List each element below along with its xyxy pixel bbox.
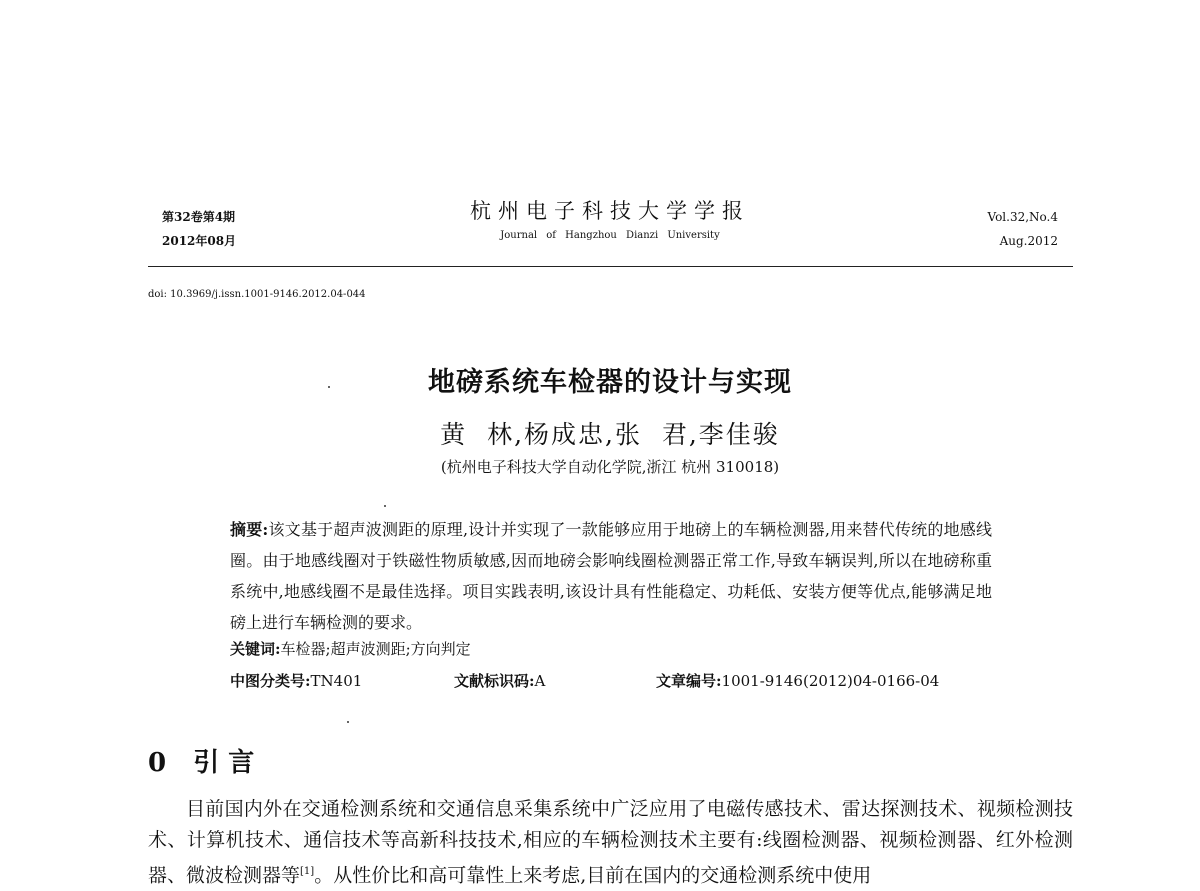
abstract-label: 摘要: <box>230 520 269 539</box>
header-right <box>988 205 1059 253</box>
authors: 黄 林,杨成忠,张 君,李佳骏 <box>440 420 780 449</box>
body-text-part-2: 。从性价比和高可靠性上来考虑,目前在国内的交通检测系统中使用 <box>314 864 872 887</box>
date-en: Aug.2012 <box>999 234 1058 248</box>
article-number-value: 1001-9146(2012)04-0166-04 <box>721 672 940 690</box>
clc-number <box>230 670 362 691</box>
journal-title-en: Journal of Hangzhou Dianzi University <box>500 230 720 241</box>
abstract-text: 该文基于超声波测距的原理,设计并实现了一款能够应用于地磅上的车辆检测器,用来替代传统的地感线圈。由于地感线圈对于铁磁性物质敏感,因而地磅会影响线圈检测器正常工作,导致车辆误判,所以在地磅称重系统中,地感线圈不是最佳选择。项目实践表明,该设计具有性能稳定、功耗低、安装方便等优点,能够满足地磅上进行车辆检测的要求。 <box>230 520 992 632</box>
section-heading <box>148 742 254 779</box>
volume-issue-cn: 第32卷第4期 <box>162 210 236 224</box>
scan-speck <box>328 386 330 388</box>
section-title: 引 言 <box>193 748 255 778</box>
journal-header <box>470 196 750 244</box>
article-number-label: 文章编号: <box>656 672 722 690</box>
keywords <box>230 638 471 659</box>
clc-value: TN401 <box>310 672 363 690</box>
citation-ref: [1] <box>300 866 315 877</box>
affiliation: (杭州电子科技大学自动化学院,浙江 杭州 310018) <box>440 458 780 476</box>
journal-title-cn: 杭州电子科技大学学报 <box>470 199 750 223</box>
body-text-part-1: 目前国内外在交通检测系统和交通信息采集系统中广泛应用了电磁传感技术、雷达探测技术、视频检测技术、计算机技术、通信技术等高新科技技术,相应的车辆检测技术主要有:线圈检测器、视频检测器、红外检测器、微波检测器等 <box>148 798 1073 887</box>
clc-label: 中图分类号: <box>230 672 311 690</box>
volume-issue-en: Vol.32,No.4 <box>987 210 1058 224</box>
doi: doi: 10.3969/j.issn.1001-9146.2012.04-044 <box>148 289 366 300</box>
document-code-value: A <box>534 672 546 690</box>
keywords-text: 车检器;超声波测距;方向判定 <box>280 640 471 658</box>
abstract <box>230 514 992 638</box>
header-left <box>162 205 236 253</box>
date-cn: 2012年08月 <box>162 234 237 248</box>
header-rule <box>148 266 1073 267</box>
document-code <box>454 670 545 691</box>
paper-title: 地磅系统车检器的设计与实现 <box>428 367 792 398</box>
body-paragraph <box>148 794 1073 891</box>
scan-speck <box>384 505 386 507</box>
keywords-label: 关键词: <box>230 640 281 658</box>
article-number <box>656 670 939 691</box>
document-code-label: 文献标识码: <box>454 672 535 690</box>
scan-speck <box>347 721 349 723</box>
section-number: 0 <box>148 748 167 778</box>
